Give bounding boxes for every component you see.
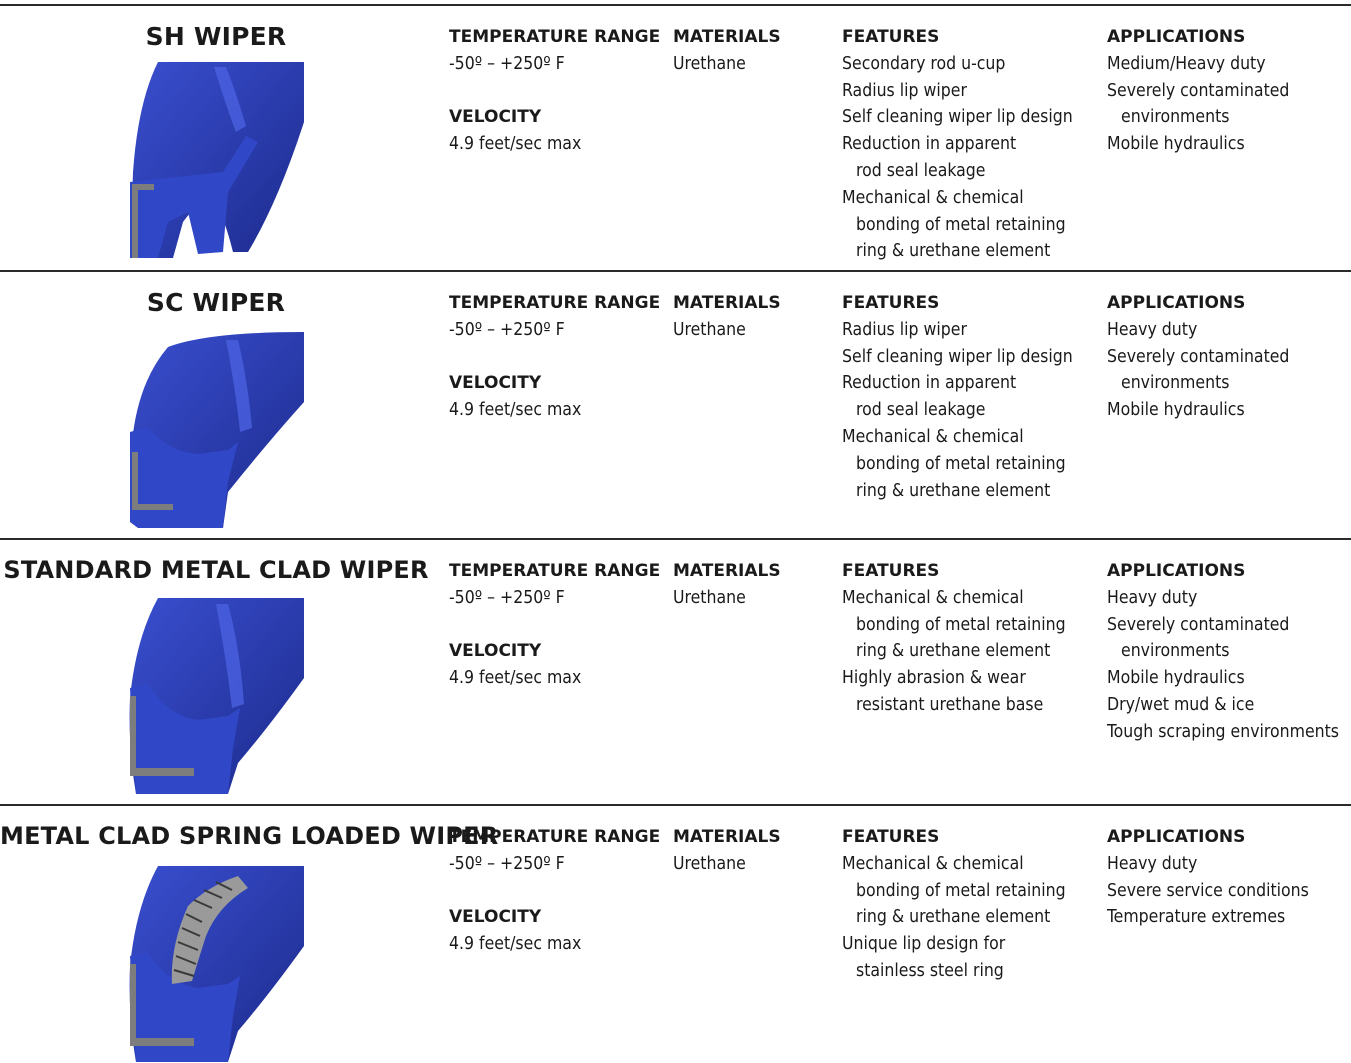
feature-line: Mechanical & chemical — [842, 853, 1024, 874]
temperature-heading: TEMPERATURE RANGE — [449, 561, 661, 581]
feature-line: bonding of metal retaining — [856, 614, 1066, 635]
temperature-value: -50º – +250º F — [449, 319, 565, 340]
temperature-heading: TEMPERATURE RANGE — [449, 27, 661, 47]
applications-column — [1107, 558, 1339, 746]
feature-line: Mechanical & chemical — [842, 426, 1024, 447]
features-column — [842, 290, 1073, 504]
application-line: Mobile hydraulics — [1107, 668, 1245, 689]
application-line: Severe service conditions — [1107, 880, 1309, 901]
velocity-heading: VELOCITY — [449, 373, 542, 394]
temperature-velocity-column — [449, 824, 660, 958]
materials-heading: MATERIALS — [673, 27, 781, 47]
feature-line: ring & urethane element — [856, 480, 1051, 501]
feature-line: Reduction in apparent — [842, 134, 1017, 155]
materials-value: Urethane — [673, 587, 746, 608]
application-line: Heavy duty — [1107, 587, 1198, 608]
materials-value: Urethane — [673, 853, 746, 874]
feature-line: Reduction in apparent — [842, 373, 1017, 394]
features-column — [842, 24, 1073, 265]
application-line: Medium/Heavy duty — [1107, 53, 1266, 74]
velocity-value: 4.9 feet/sec max — [449, 400, 582, 421]
product-row-standard-metal-clad-wiper — [0, 538, 1351, 804]
features-column — [842, 558, 1066, 719]
feature-line: Radius lip wiper — [842, 80, 967, 101]
feature-line: Highly abrasion & wear — [842, 668, 1026, 689]
feature-line: ring & urethane element — [856, 907, 1051, 928]
features-heading: FEATURES — [842, 293, 940, 313]
product-title: STANDARD METAL CLAD WIPER — [3, 556, 429, 584]
feature-line: stainless steel ring — [856, 960, 1004, 981]
application-line: Dry/wet mud & ice — [1107, 694, 1255, 715]
feature-line: Self cleaning wiper lip design — [842, 107, 1073, 128]
application-line: Mobile hydraulics — [1107, 134, 1245, 155]
features-heading: FEATURES — [842, 27, 940, 47]
product-title: METAL CLAD SPRING LOADED WIPER — [0, 822, 499, 850]
temperature-value: -50º – +250º F — [449, 587, 565, 608]
application-line: Heavy duty — [1107, 853, 1198, 874]
feature-line: Self cleaning wiper lip design — [842, 346, 1073, 367]
application-line: environments — [1121, 373, 1230, 394]
materials-value: Urethane — [673, 319, 746, 340]
velocity-heading: VELOCITY — [449, 907, 542, 928]
temperature-heading: TEMPERATURE RANGE — [449, 293, 661, 313]
temperature-velocity-column — [449, 24, 660, 158]
applications-heading: APPLICATIONS — [1107, 27, 1246, 47]
sh-wiper-image — [128, 62, 304, 258]
feature-line: Mechanical & chemical — [842, 187, 1024, 208]
temperature-velocity-column — [449, 558, 660, 692]
applications-column — [1107, 24, 1289, 158]
feature-line: Unique lip design for — [842, 934, 1006, 955]
feature-line: bonding of metal retaining — [856, 214, 1066, 235]
feature-line: ring & urethane element — [856, 241, 1051, 262]
materials-heading: MATERIALS — [673, 827, 781, 847]
feature-line: ring & urethane element — [856, 641, 1051, 662]
feature-line: resistant urethane base — [856, 694, 1044, 715]
velocity-value: 4.9 feet/sec max — [449, 134, 582, 155]
temperature-value: -50º – +250º F — [449, 53, 565, 74]
velocity-heading: VELOCITY — [449, 107, 542, 128]
velocity-value: 4.9 feet/sec max — [449, 668, 582, 689]
application-line: environments — [1121, 107, 1230, 128]
application-line: Mobile hydraulics — [1107, 400, 1245, 421]
sc-wiper-image — [128, 332, 304, 528]
velocity-heading: VELOCITY — [449, 641, 542, 662]
feature-line: rod seal leakage — [856, 400, 986, 421]
feature-line: bonding of metal retaining — [856, 453, 1066, 474]
application-line: environments — [1121, 641, 1230, 662]
application-line: Temperature extremes — [1107, 907, 1286, 928]
product-row-metal-clad-spring-loaded-wiper — [0, 804, 1351, 1063]
velocity-value: 4.9 feet/sec max — [449, 934, 582, 955]
application-line: Tough scraping environments — [1107, 721, 1339, 742]
product-title: SC WIPER — [146, 288, 286, 317]
feature-line: Mechanical & chemical — [842, 587, 1024, 608]
materials-column — [673, 290, 781, 344]
application-line: Severely contaminated — [1107, 80, 1290, 101]
materials-value: Urethane — [673, 53, 746, 74]
applications-heading: APPLICATIONS — [1107, 561, 1246, 581]
materials-column — [673, 24, 781, 78]
temperature-velocity-column — [449, 290, 660, 424]
product-title: SH WIPER — [145, 22, 287, 51]
features-column — [842, 824, 1066, 985]
application-line: Severely contaminated — [1107, 346, 1290, 367]
materials-heading: MATERIALS — [673, 561, 781, 581]
materials-column — [673, 824, 781, 878]
metal-clad-spring-loaded-wiper-image — [128, 866, 304, 1062]
materials-column — [673, 558, 781, 612]
applications-heading: APPLICATIONS — [1107, 293, 1246, 313]
product-row-sc-wiper — [0, 270, 1351, 538]
applications-column — [1107, 290, 1289, 424]
feature-line: bonding of metal retaining — [856, 880, 1066, 901]
materials-heading: MATERIALS — [673, 293, 781, 313]
application-line: Heavy duty — [1107, 319, 1198, 340]
feature-line: Radius lip wiper — [842, 319, 967, 340]
applications-column — [1107, 824, 1309, 931]
features-heading: FEATURES — [842, 827, 940, 847]
feature-line: rod seal leakage — [856, 160, 986, 181]
product-row-sh-wiper — [0, 4, 1351, 270]
temperature-heading: TEMPERATURE RANGE — [449, 827, 661, 847]
application-line: Severely contaminated — [1107, 614, 1290, 635]
features-heading: FEATURES — [842, 561, 940, 581]
feature-line: Secondary rod u-cup — [842, 53, 1006, 74]
applications-heading: APPLICATIONS — [1107, 827, 1246, 847]
standard-metal-clad-wiper-image — [128, 598, 304, 794]
temperature-value: -50º – +250º F — [449, 853, 565, 874]
